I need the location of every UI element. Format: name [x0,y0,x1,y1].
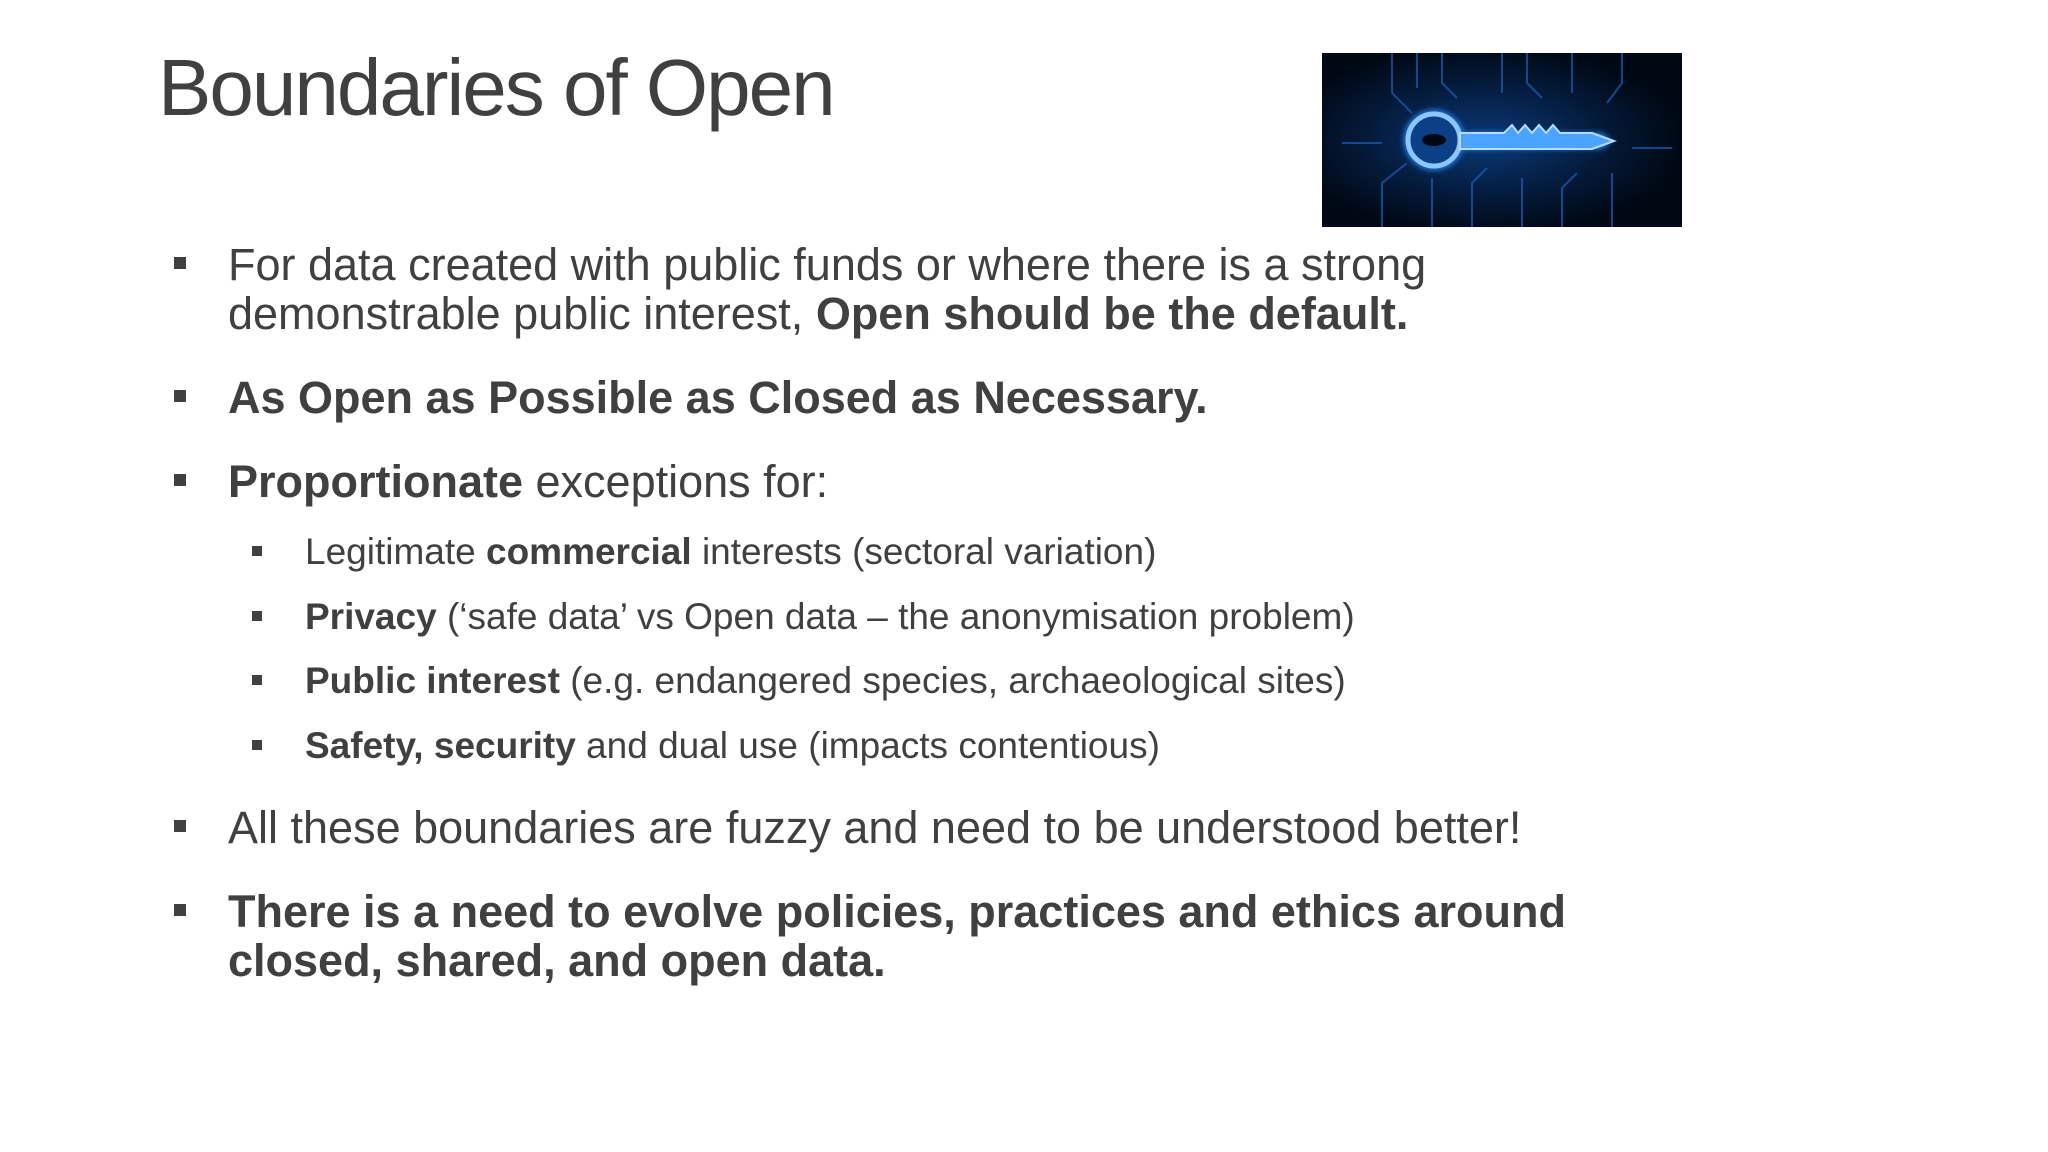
bullet-4-text: All these boundaries are fuzzy and need to be understood better! [228,802,1522,853]
bullet-3-emphasis: Proportionate [228,456,524,507]
sub-bullet-text: interests (sectoral variation) [691,531,1157,572]
sub-bullet-text: (‘safe data’ vs Open data – the anonymisation problem) [436,596,1355,637]
bullet-2-text: As Open as Possible as Closed as Necessary. [228,372,1208,423]
bullet-1-line-2 [228,289,1408,339]
sub-bullet-marker [252,740,262,750]
bullet-marker [174,474,186,486]
bullet-5-line-1: There is a need to evolve policies, practices and ethics around [228,886,1566,937]
sub-bullet-privacy [305,595,1355,639]
sub-bullet-emphasis: Public interest [305,660,560,701]
sub-bullet-safety [305,724,1160,768]
sub-bullet-marker [252,611,262,621]
sub-bullet-text: Legitimate [305,531,486,572]
slide-title: Boundaries of Open [158,43,834,132]
bullet-marker [174,257,186,269]
bullet-5-line-2: closed, shared, and open data. [228,935,886,986]
sub-bullet-text: and dual use (impacts contentious) [575,725,1160,766]
bullet-3-line [228,457,828,507]
bullet-1-line-1: For data created with public funds or where there is a strong [228,239,1427,290]
sub-bullet-commercial [305,530,1156,574]
bullet-1-text: demonstrable public interest, [228,288,816,339]
sub-bullet-marker [252,675,262,685]
bullet-marker [174,390,186,402]
glowing-circuit-key-icon [1322,53,1682,227]
sub-bullet-marker [252,546,262,556]
sub-bullet-emphasis: Privacy [305,596,437,637]
bullet-marker [174,904,186,916]
bullet-marker [174,820,186,832]
sub-bullet-public-interest [305,659,1346,703]
sub-bullet-emphasis: Safety, security [305,725,576,766]
bullet-1-emphasis: Open should be the default. [815,288,1409,339]
bullet-3-text: exceptions for: [523,456,829,507]
sub-bullet-text: (e.g. endangered species, archaeological sites) [559,660,1346,701]
sub-bullet-emphasis: commercial [486,531,692,572]
